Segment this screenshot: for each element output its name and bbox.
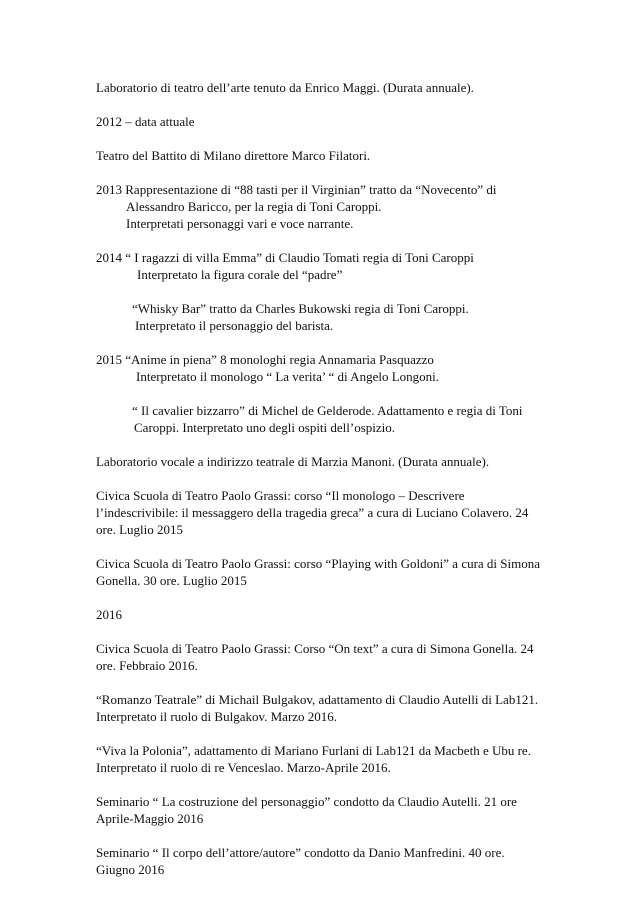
text-line: Laboratorio di teatro dell’arte tenuto da Enrico Maggi. (Durata annuale).: [96, 80, 474, 95]
text-line: Seminario “ Il corpo dell’attore/autore” condotto da Danio Manfredini. 40 ore.: [96, 845, 505, 860]
text-line: 2014 “ I ragazzi di villa Emma” di Claudio Tomati regia di Toni Caroppi: [96, 250, 474, 265]
text-line: Civica Scuola di Teatro Paolo Grassi: corso “Playing with Goldoni” a cura di Simona: [96, 556, 541, 571]
text-line: Alessandro Baricco, per la regia di Toni Caroppi.: [126, 199, 382, 214]
text-line: 2015 “Anime in piena” 8 monologhi regia Annamaria Pasquazzo: [96, 352, 434, 367]
text-line: Laboratorio vocale a indirizzo teatrale di Marzia Manoni. (Durata annuale).: [96, 454, 490, 469]
text-line: l’indescrivibile: il messaggero della tragedia greca” a cura di Luciano Colavero. 24: [96, 505, 529, 520]
text-line: Gonella. 30 ore. Luglio 2015: [96, 573, 247, 588]
text-line: 2016: [96, 607, 122, 622]
text-line: Interpretato il monologo “ La verita’ “ di Angelo Longoni.: [136, 369, 440, 384]
text-line: 2012 – data attuale: [96, 114, 195, 129]
text-line: Caroppi. Interpretato uno degli ospiti dell’ospizio.: [134, 420, 396, 435]
text-line: Aprile-Maggio 2016: [96, 811, 204, 826]
text-line: Giugno 2016: [96, 862, 165, 877]
text-line: Civica Scuola di Teatro Paolo Grassi: corso “Il monologo – Descrivere: [96, 488, 465, 503]
text-line: Interpretato il ruolo di Bulgakov. Marzo 2016.: [96, 709, 338, 724]
text-line: Teatro del Battito di Milano direttore Marco Filatori.: [96, 148, 371, 163]
text-line: Interpretato il ruolo di re Venceslao. Marzo-Aprile 2016.: [96, 760, 391, 775]
text-line: “Romanzo Teatrale” di Michail Bulgakov, adattamento di Claudio Autelli di Lab121.: [96, 692, 539, 707]
text-line: ore. Luglio 2015: [96, 522, 184, 537]
text-line: Seminario “ La costruzione del personaggio” condotto da Claudio Autelli. 21 ore: [96, 794, 517, 809]
text-line: Interpretato il personaggio del barista.: [135, 318, 334, 333]
text-line: ore. Febbraio 2016.: [96, 658, 198, 673]
text-line: “Viva la Polonia”, adattamento di Mariano Furlani di Lab121 da Macbeth e Ubu re.: [96, 743, 531, 758]
text-line: “ Il cavalier bizzarro” di Michel de Gelderode. Adattamento e regia di Toni: [132, 403, 523, 418]
text-line: “Whisky Bar” tratto da Charles Bukowski regia di Toni Caroppi.: [132, 301, 469, 316]
text-line: 2013 Rappresentazione di “88 tasti per il Virginian” tratto da “Novecento” di: [96, 182, 497, 197]
text-line: Interpretati personaggi vari e voce narrante.: [126, 216, 354, 231]
text-line: Civica Scuola di Teatro Paolo Grassi: Corso “On text” a cura di Simona Gonella. 24: [96, 641, 534, 656]
text-line: Interpretato la figura corale del “padre”: [137, 267, 343, 282]
